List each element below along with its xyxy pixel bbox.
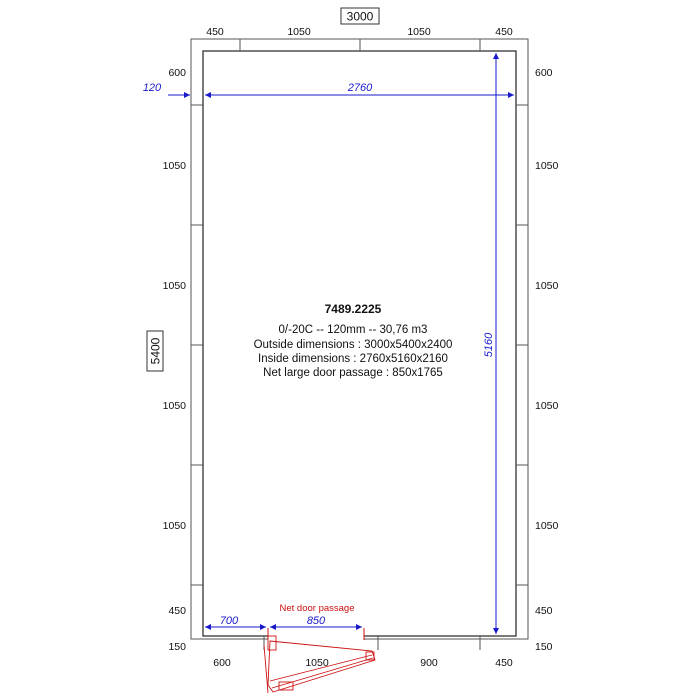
left-panel-joints xyxy=(191,105,203,585)
inside-width-label: 2760 xyxy=(347,82,373,94)
door-offset-label: 700 xyxy=(219,615,239,627)
left-panel-dim: 1050 xyxy=(162,280,186,292)
right-panel-dim: 150 xyxy=(535,641,553,653)
right-panel-dim: 1050 xyxy=(535,520,559,532)
door-passage-label: Net door passage xyxy=(279,603,355,614)
right-panel-dim: 1050 xyxy=(535,280,559,292)
bottom-panel-dim: 600 xyxy=(213,657,231,669)
top-panel-dim: 450 xyxy=(206,26,224,38)
top-panel-dim: 1050 xyxy=(407,26,431,38)
door-passage-dimensions: Net large door passage : 850x1765 xyxy=(263,367,443,379)
outside-dimensions: Outside dimensions : 3000x5400x2400 xyxy=(253,339,453,351)
overall-width-label: 3000 xyxy=(346,9,374,24)
inside-dimensions: Inside dimensions : 2760x5160x2160 xyxy=(258,353,448,365)
left-panel-dim: 1050 xyxy=(162,400,186,412)
right-panel-dim: 1050 xyxy=(535,160,559,172)
inside-length-label: 5160 xyxy=(483,332,495,358)
left-panel-dim: 1050 xyxy=(162,520,186,532)
top-panel-joints xyxy=(240,39,480,51)
room-code: 7489.2225 xyxy=(324,302,382,316)
wall-thickness-label: 120 xyxy=(142,82,162,94)
door-gap xyxy=(268,633,364,641)
right-panel-dim: 450 xyxy=(535,605,553,617)
door-width-label: 850 xyxy=(306,615,326,627)
left-panel-dim: 1050 xyxy=(162,160,186,172)
top-panel-dim: 1050 xyxy=(287,26,311,38)
overall-length-label: 5400 xyxy=(148,337,163,365)
bottom-panel-dim: 900 xyxy=(420,657,438,669)
bottom-panel-dim: 450 xyxy=(495,657,513,669)
room-spec: 0/-20C -- 120mm -- 30,76 m3 xyxy=(278,324,428,336)
left-panel-dim: 600 xyxy=(168,67,186,79)
top-panel-dim: 450 xyxy=(495,26,513,38)
right-panel-joints xyxy=(516,105,528,585)
right-panel-dim: 600 xyxy=(535,67,553,79)
left-panel-dim: 450 xyxy=(168,605,186,617)
right-panel-dim: 1050 xyxy=(535,400,559,412)
bottom-panel-dim: 1050 xyxy=(305,657,329,669)
left-panel-dim: 150 xyxy=(168,641,186,653)
